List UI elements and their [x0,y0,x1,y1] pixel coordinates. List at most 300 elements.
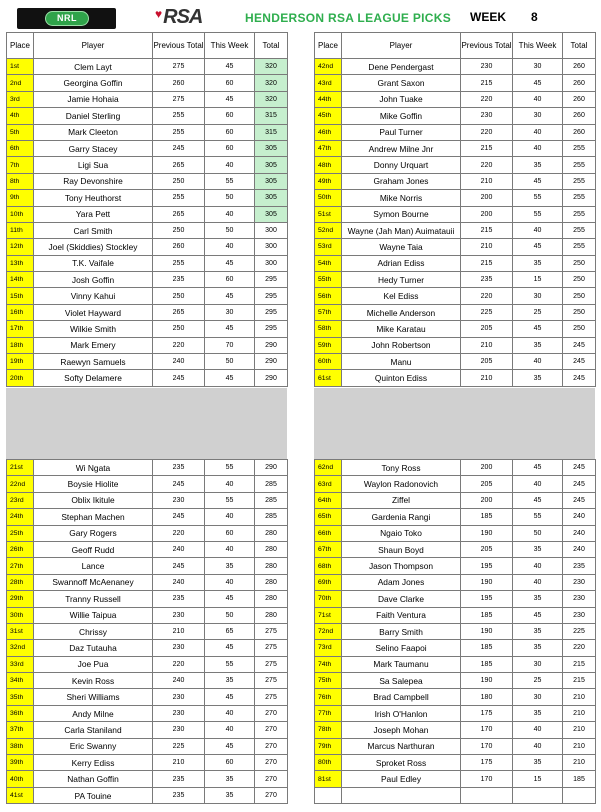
this-week-cell: 30 [513,288,563,304]
this-week-cell: 45 [205,640,255,656]
table-row [315,91,596,107]
previous-total-cell: 220 [153,525,205,541]
player-cell: Daz Tutauha [34,640,153,656]
this-week-cell: 55 [513,206,563,222]
place-cell: 21st [7,460,34,476]
total-cell: 230 [563,607,596,623]
place-cell: 13th [7,255,34,271]
player-cell: Georgina Goffin [34,75,153,91]
player-cell: Tony Heuthorst [34,190,153,206]
place-cell: 29th [7,591,34,607]
total-cell: 270 [255,705,288,721]
place-cell: 17th [7,321,34,337]
previous-total-cell: 265 [153,304,205,320]
previous-total-cell: 240 [153,673,205,689]
this-week-cell: 15 [513,272,563,288]
this-week-cell: 50 [513,525,563,541]
total-cell: 215 [563,656,596,672]
this-week-cell: 55 [205,173,255,189]
previous-total-cell: 250 [153,321,205,337]
player-cell: Wayne (Jah Man) Auimatauii [342,222,461,238]
total-cell: 305 [255,173,288,189]
place-cell: 36th [7,705,34,721]
column-header-place: Place [7,33,34,59]
this-week-cell: 40 [205,476,255,492]
table-row [7,222,288,238]
table-row [7,673,288,689]
previous-total-cell: 190 [461,574,513,590]
total-cell: 250 [563,272,596,288]
standings-table-top-right [314,32,596,387]
column-header-total: Total [255,33,288,59]
place-cell: 78th [315,722,342,738]
this-week-cell: 60 [205,755,255,771]
standings-table-bottom-right [314,459,596,804]
gray-spacer-right [314,388,595,459]
this-week-cell: 45 [205,288,255,304]
previous-total-cell: 255 [153,190,205,206]
player-cell [342,787,461,803]
previous-total-cell: 255 [153,124,205,140]
place-cell: 75th [315,673,342,689]
total-cell: 280 [255,574,288,590]
table-row [7,255,288,271]
table-row [315,656,596,672]
this-week-cell: 45 [205,689,255,705]
place-cell: 47th [315,140,342,156]
place-cell: 8th [7,173,34,189]
player-cell: Kerry Ediss [34,755,153,771]
this-week-cell: 40 [205,157,255,173]
this-week-cell: 40 [205,574,255,590]
total-cell: 250 [563,304,596,320]
place-cell: 64th [315,492,342,508]
table-row [7,574,288,590]
table-row [7,623,288,639]
table-row [315,558,596,574]
table-row [7,272,288,288]
previous-total-cell: 195 [461,591,513,607]
gray-spacer-left [6,388,287,459]
total-cell: 305 [255,140,288,156]
previous-total-cell: 230 [153,492,205,508]
table-row [7,771,288,787]
place-cell: 52nd [315,222,342,238]
place-cell: 70th [315,591,342,607]
table-row [315,607,596,623]
table-row [315,509,596,525]
place-cell: 42nd [315,59,342,75]
place-cell: 34th [7,673,34,689]
total-cell: 290 [255,337,288,353]
previous-total-cell: 225 [461,304,513,320]
table-row [7,157,288,173]
total-cell: 230 [563,591,596,607]
this-week-cell: 30 [513,656,563,672]
heart-icon: ♥ [155,7,163,21]
player-cell: Joseph Mohan [342,722,461,738]
player-cell: Quinton Ediss [342,370,461,386]
previous-total-cell: 205 [461,476,513,492]
previous-total-cell: 215 [461,255,513,271]
table-row [7,304,288,320]
previous-total-cell: 210 [461,337,513,353]
table-row [315,541,596,557]
table-row [7,173,288,189]
table-row [7,591,288,607]
this-week-cell: 35 [513,705,563,721]
previous-total-cell: 220 [153,656,205,672]
player-cell: Swannoff McAenaney [34,574,153,590]
this-week-cell: 40 [513,124,563,140]
total-cell: 285 [255,509,288,525]
table-row [7,91,288,107]
table-row [7,607,288,623]
table-row [7,689,288,705]
place-cell: 20th [7,370,34,386]
table-row [7,738,288,754]
this-week-cell: 40 [513,574,563,590]
total-cell: 280 [255,607,288,623]
this-week-cell: 40 [513,558,563,574]
table-row [315,525,596,541]
table-row [315,75,596,91]
table-row [315,623,596,639]
this-week-cell: 40 [205,239,255,255]
place-cell: 53rd [315,239,342,255]
total-cell: 315 [255,124,288,140]
place-cell: 22nd [7,476,34,492]
place-cell: 50th [315,190,342,206]
total-cell: 255 [563,239,596,255]
previous-total-cell: 250 [153,288,205,304]
player-cell: Daniel Sterling [34,108,153,124]
total-cell: 245 [563,354,596,370]
total-cell: 305 [255,206,288,222]
player-cell: Gary Rogers [34,525,153,541]
previous-total-cell: 210 [461,239,513,255]
total-cell: 270 [255,755,288,771]
total-cell: 245 [563,476,596,492]
total-cell: 225 [563,623,596,639]
player-cell: Faith Ventura [342,607,461,623]
total-cell: 255 [563,206,596,222]
this-week-cell: 45 [513,75,563,91]
table-row [315,771,596,787]
place-cell: 3rd [7,91,34,107]
nrl-logo-text: NRL [57,13,77,23]
place-cell: 48th [315,157,342,173]
player-cell: Yara Pett [34,206,153,222]
total-cell: 185 [563,771,596,787]
table-row [315,272,596,288]
this-week-cell: 25 [513,673,563,689]
column-header-player: Player [342,33,461,59]
this-week-cell: 35 [513,337,563,353]
table-row [315,321,596,337]
previous-total-cell: 220 [461,288,513,304]
total-cell: 275 [255,623,288,639]
place-cell: 4th [7,108,34,124]
previous-total-cell: 275 [153,59,205,75]
player-cell: Jamie Hohaia [34,91,153,107]
column-header-place: Place [315,33,342,59]
place-cell: 46th [315,124,342,140]
total-cell: 300 [255,222,288,238]
player-cell: Ngaio Toko [342,525,461,541]
place-cell: 35th [7,689,34,705]
player-cell: Lance [34,558,153,574]
total-cell: 245 [563,370,596,386]
table-row [315,255,596,271]
place-cell: 18th [7,337,34,353]
table-row [7,509,288,525]
previous-total-cell: 230 [153,689,205,705]
place-cell: 63rd [315,476,342,492]
place-cell: 74th [315,656,342,672]
player-cell: Wayne Taia [342,239,461,255]
previous-total-cell: 205 [461,541,513,557]
this-week-cell: 35 [205,771,255,787]
table-row [315,574,596,590]
this-week-cell: 50 [205,607,255,623]
player-cell: PA Touine [34,787,153,803]
this-week-cell: 40 [513,722,563,738]
place-cell: 11th [7,222,34,238]
previous-total-cell: 240 [153,354,205,370]
place-cell: 27th [7,558,34,574]
total-cell: 300 [255,239,288,255]
table-row [315,460,596,476]
table-row [315,689,596,705]
this-week-cell: 45 [513,239,563,255]
previous-total-cell: 230 [153,640,205,656]
previous-total-cell: 245 [153,476,205,492]
column-header-player: Player [34,33,153,59]
this-week-cell: 45 [513,492,563,508]
player-cell: Gardenia Rangi [342,509,461,525]
place-cell: 51st [315,206,342,222]
this-week-cell: 50 [205,222,255,238]
total-cell: 240 [563,525,596,541]
place-cell: 6th [7,140,34,156]
player-cell: Kevin Ross [34,673,153,689]
table-row [7,206,288,222]
player-cell: Jason Thompson [342,558,461,574]
table-row [315,59,596,75]
total-cell: 275 [255,656,288,672]
this-week-cell: 35 [513,541,563,557]
player-cell: Joel (Skiddies) Stockley [34,239,153,255]
total-cell: 240 [563,509,596,525]
player-cell: Adrian Ediss [342,255,461,271]
table-row [7,722,288,738]
previous-total-cell: 220 [461,91,513,107]
total-cell: 275 [255,689,288,705]
total-cell: 260 [563,91,596,107]
previous-total-cell: 235 [153,771,205,787]
total-cell: 255 [563,140,596,156]
total-cell: 210 [563,755,596,771]
previous-total-cell: 185 [461,607,513,623]
place-cell: 37th [7,722,34,738]
player-cell: Andy Milne [34,705,153,721]
player-cell: Garry Stacey [34,140,153,156]
place-cell: 40th [7,771,34,787]
table-row [315,755,596,771]
table-row [7,460,288,476]
this-week-cell: 35 [513,157,563,173]
player-cell: Barry Smith [342,623,461,639]
previous-total-cell: 255 [153,108,205,124]
table-row [315,288,596,304]
previous-total-cell: 200 [461,492,513,508]
total-cell: 235 [563,558,596,574]
total-cell: 250 [563,321,596,337]
table-row [315,222,596,238]
this-week-cell: 45 [205,591,255,607]
total-cell: 290 [255,370,288,386]
previous-total-cell: 205 [461,354,513,370]
table-row [7,75,288,91]
player-cell: Graham Jones [342,173,461,189]
place-cell: 2nd [7,75,34,91]
previous-total-cell: 245 [153,370,205,386]
table-row [7,492,288,508]
week-number: 8 [531,10,538,24]
rsa-logo-text: RSA [163,5,203,28]
table-row [7,787,288,803]
this-week-cell: 40 [205,206,255,222]
previous-total-cell: 170 [461,738,513,754]
this-week-cell: 60 [205,75,255,91]
total-cell: 250 [563,255,596,271]
place-cell: 10th [7,206,34,222]
this-week-cell: 35 [205,787,255,803]
place-cell: 57th [315,304,342,320]
total-cell: 315 [255,108,288,124]
place-cell: 62nd [315,460,342,476]
table-row [315,206,596,222]
this-week-cell: 40 [205,722,255,738]
previous-total-cell: 230 [153,722,205,738]
player-cell: Tranny Russell [34,591,153,607]
table-row [7,370,288,386]
place-cell: 69th [315,574,342,590]
player-cell: Mark Taumanu [342,656,461,672]
table-row [315,787,596,803]
table-row [315,722,596,738]
player-cell: Adam Jones [342,574,461,590]
standings-table-top-left [6,32,288,387]
total-cell: 295 [255,272,288,288]
player-cell: Ray Devonshire [34,173,153,189]
total-cell: 210 [563,722,596,738]
this-week-cell: 35 [513,623,563,639]
previous-total-cell: 230 [153,705,205,721]
total-cell: 270 [255,771,288,787]
this-week-cell: 40 [205,705,255,721]
player-cell: Sproket Ross [342,755,461,771]
player-cell: Marcus Narthuran [342,738,461,754]
place-cell: 44th [315,91,342,107]
place-cell: 23rd [7,492,34,508]
place-cell: 33rd [7,656,34,672]
previous-total-cell: 255 [153,255,205,271]
table-row [7,288,288,304]
player-cell: Vinny Kahui [34,288,153,304]
player-cell: Ligi Sua [34,157,153,173]
player-cell: Carl Smith [34,222,153,238]
place-cell: 49th [315,173,342,189]
place-cell: 73rd [315,640,342,656]
previous-total-cell: 170 [461,771,513,787]
previous-total-cell [461,787,513,803]
place-cell: 31st [7,623,34,639]
previous-total-cell: 210 [461,370,513,386]
place-cell: 12th [7,239,34,255]
previous-total-cell: 175 [461,755,513,771]
this-week-cell: 30 [513,108,563,124]
player-cell: Brad Campbell [342,689,461,705]
total-cell: 275 [255,673,288,689]
player-cell: Wilkie Smith [34,321,153,337]
place-cell: 80th [315,755,342,771]
total-cell: 270 [255,787,288,803]
player-cell: Eric Swanny [34,738,153,754]
page-title: HENDERSON RSA LEAGUE PICKS [245,11,452,25]
table-row [7,476,288,492]
total-cell: 210 [563,689,596,705]
place-cell: 71st [315,607,342,623]
player-cell: Boysie Hiolite [34,476,153,492]
previous-total-cell: 190 [461,623,513,639]
total-cell: 270 [255,722,288,738]
player-cell: Geoff Rudd [34,541,153,557]
player-cell: Mike Karatau [342,321,461,337]
table-row [315,673,596,689]
previous-total-cell: 215 [461,222,513,238]
previous-total-cell: 185 [461,509,513,525]
this-week-cell: 55 [513,190,563,206]
this-week-cell: 55 [205,492,255,508]
place-cell: 68th [315,558,342,574]
place-cell: 1st [7,59,34,75]
place-cell: 32nd [7,640,34,656]
standings-table-bottom-left [6,459,288,804]
player-cell: Joe Pua [34,656,153,672]
table-row [7,755,288,771]
total-cell: 280 [255,558,288,574]
this-week-cell: 70 [205,337,255,353]
total-cell: 320 [255,91,288,107]
this-week-cell: 50 [205,190,255,206]
this-week-cell: 60 [205,525,255,541]
player-cell: Clem Layt [34,59,153,75]
rsa-logo [155,6,202,28]
previous-total-cell: 210 [153,623,205,639]
this-week-cell: 35 [513,640,563,656]
column-header-this-week: This Week [205,33,255,59]
total-cell: 320 [255,59,288,75]
previous-total-cell: 250 [153,222,205,238]
nrl-logo [17,8,116,29]
previous-total-cell: 185 [461,640,513,656]
this-week-cell: 35 [513,370,563,386]
previous-total-cell: 225 [153,738,205,754]
table-row [315,157,596,173]
this-week-cell: 35 [205,558,255,574]
